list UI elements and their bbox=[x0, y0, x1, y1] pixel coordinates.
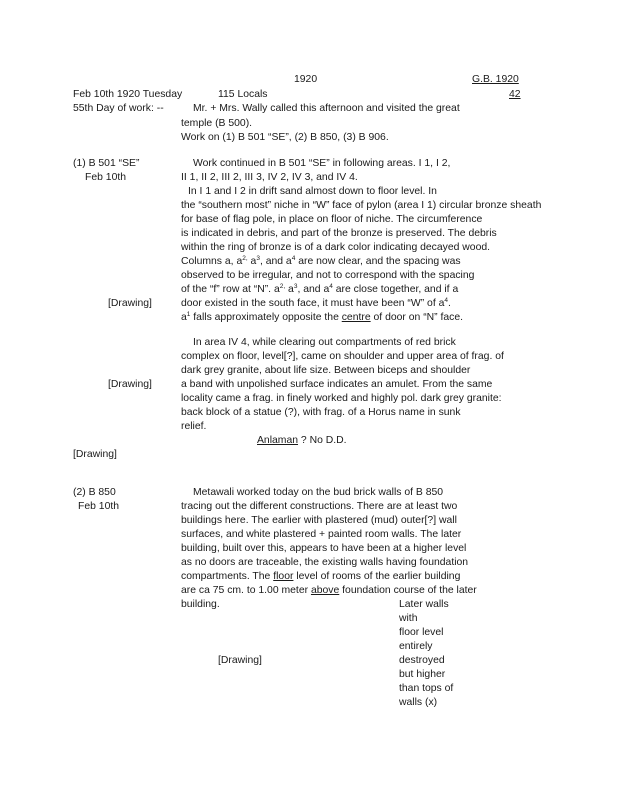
page-number: 42 bbox=[509, 89, 521, 100]
year-heading: 1920 bbox=[294, 74, 318, 85]
intro-line: Mr. + Mrs. Wally called this afternoon and visited the great bbox=[193, 103, 460, 114]
paragraph-line: surfaces, and white plastered + painted room walls. The later bbox=[181, 529, 462, 540]
paragraph-line: tracing out the different constructions. There are at least two bbox=[181, 501, 458, 512]
anlaman-note: Anlaman ? No D.D. bbox=[257, 435, 347, 446]
side-note-line: Later walls bbox=[399, 599, 449, 610]
side-note-line: than tops of bbox=[399, 683, 454, 694]
paragraph-line: In I 1 and I 2 in drift sand almost down to floor level. In bbox=[188, 186, 437, 197]
day-of-work: 55th Day of work: -- bbox=[73, 103, 164, 114]
paragraph-line: $a^1$ falls approximately opposite the centre of door on “N” face. bbox=[181, 311, 464, 323]
paragraph-line: In area IV 4, while clearing out compartments of red brick bbox=[193, 337, 456, 348]
section-label: (1) B 501 “SE” bbox=[73, 158, 140, 169]
drawing-placeholder: [Drawing] bbox=[108, 379, 152, 390]
intro-line: Work on (1) B 501 “SE”, (2) B 850, (3) B 906. bbox=[181, 132, 389, 143]
drawing-placeholder: [Drawing] bbox=[73, 449, 117, 460]
paragraph-line: door existed in the south face, it must have been “W” of $a^4$. bbox=[181, 297, 451, 309]
paragraph-line: relief. bbox=[181, 421, 207, 432]
paragraph-line: compartments. The floor level of rooms of the earlier building bbox=[181, 571, 461, 582]
paragraph-line: Columns a, $a^{2,}$ $a^3$, and $a^4$ are now clear, and the spacing was bbox=[181, 255, 461, 267]
side-note-line: destroyed bbox=[399, 655, 445, 666]
side-note-line: floor level bbox=[399, 627, 444, 638]
intro-line: temple (B 500). bbox=[181, 118, 253, 129]
paragraph-line: are ca 75 cm. to 1.00 meter above foundation course of the later bbox=[181, 585, 477, 596]
paragraph-line: Work continued in B 501 “SE” in following areas. I 1, I 2, bbox=[193, 158, 451, 169]
paragraph-line: dark grey granite, about life size. Between biceps and shoulder bbox=[181, 365, 471, 376]
paragraph-line: for base of flag pole, in place on floor of niche. The circumference bbox=[181, 214, 483, 225]
side-note-line: but higher bbox=[399, 669, 446, 680]
paragraph-line: within the ring of bronze is of a dark color indicating decayed wood. bbox=[181, 242, 491, 253]
side-note-line: entirely bbox=[399, 641, 433, 652]
entry-date: Feb 10th 1920 Tuesday bbox=[73, 89, 183, 100]
paragraph-line: a band with unpolished surface indicates an amulet. From the same bbox=[181, 379, 493, 390]
paragraph-line: observed to be irregular, and not to correspond with the spacing bbox=[181, 270, 475, 281]
paragraph-line: locality came a frag. in finely worked and highly pol. dark grey granite: bbox=[181, 393, 502, 404]
paragraph-line: as no doors are traceable, the existing walls having foundation bbox=[181, 557, 469, 568]
paragraph-line: buildings here. The earlier with plastered (mud) outer[?] wall bbox=[181, 515, 457, 526]
paragraph-line: complex on floor, level[?], came on shoulder and upper area of frag. of bbox=[181, 351, 504, 362]
paragraph-line: the “southern most” niche in “W” face of pylon (area I 1) circular bronze sheath bbox=[181, 200, 542, 211]
side-note-line: with bbox=[399, 613, 418, 624]
paragraph-line: back block of a statue (?), with frag. of a Horus name in sunk bbox=[181, 407, 461, 418]
paragraph-line: building, built over this, appears to have been at a higher level bbox=[181, 543, 467, 554]
paragraph-line: II 1, II 2, III 2, III 3, IV 2, IV 3, and IV 4. bbox=[181, 172, 358, 183]
drawing-placeholder: [Drawing] bbox=[108, 298, 152, 309]
section-date: Feb 10th bbox=[85, 172, 127, 183]
paragraph-line: of the “f” row at “N”. $a^{2,}$ $a^3$, and $a^4$ are close together, and if a bbox=[181, 283, 459, 295]
paragraph-line: building. bbox=[181, 599, 220, 610]
side-note-line: walls (x) bbox=[399, 697, 438, 708]
locals-count: 115 Locals bbox=[218, 89, 268, 100]
section-label: (2) B 850 bbox=[73, 487, 116, 498]
gb-heading: G.B. 1920 bbox=[472, 74, 519, 85]
paragraph-line: Metawali worked today on the bud brick walls of B 850 bbox=[193, 487, 444, 498]
section-date: Feb 10th bbox=[78, 501, 120, 512]
paragraph-line: is indicated in debris, and part of the bronze is preserved. The debris bbox=[181, 228, 497, 239]
drawing-placeholder: [Drawing] bbox=[218, 655, 262, 666]
